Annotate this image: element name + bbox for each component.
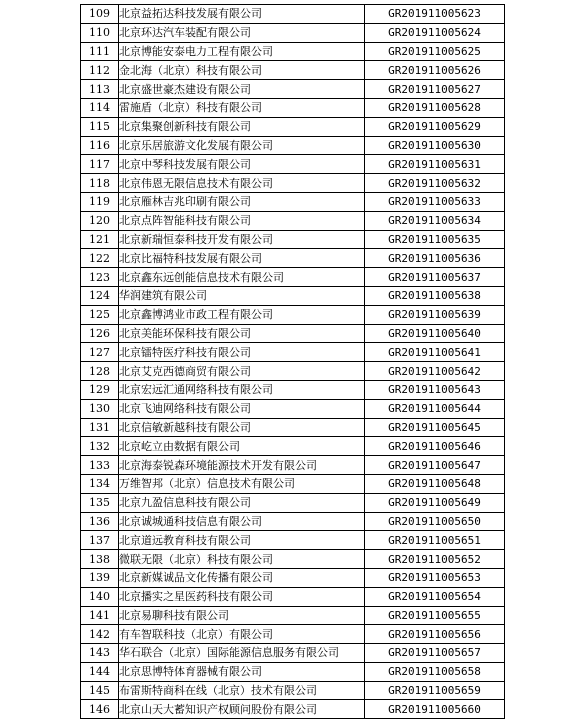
company-name: 北京雁林吉兆印刷有限公司 — [119, 192, 365, 211]
table-row — [81, 625, 505, 644]
certificate-code: GR201911005639 — [365, 305, 505, 324]
table-row — [81, 268, 505, 287]
certificate-code: GR201911005640 — [365, 324, 505, 343]
table-row — [81, 61, 505, 80]
certificate-code: GR201911005648 — [365, 474, 505, 493]
certificate-code: GR201911005623 — [365, 5, 505, 24]
certificate-code: GR201911005649 — [365, 493, 505, 512]
certificate-code: GR201911005653 — [365, 568, 505, 587]
table-row — [81, 550, 505, 569]
table-row — [81, 644, 505, 663]
company-name: 微联无限（北京）科技有限公司 — [119, 550, 365, 569]
row-number: 119 — [81, 192, 119, 211]
table-row — [81, 174, 505, 193]
certificate-code: GR201911005645 — [365, 418, 505, 437]
row-number: 131 — [81, 418, 119, 437]
table-row — [81, 531, 505, 550]
company-name: 北京博能安泰电力工程有限公司 — [119, 42, 365, 61]
row-number: 136 — [81, 512, 119, 531]
company-name: 华润建筑有限公司 — [119, 286, 365, 305]
table-row — [81, 437, 505, 456]
table-row — [81, 474, 505, 493]
certificate-code: GR201911005637 — [365, 268, 505, 287]
row-number: 117 — [81, 155, 119, 174]
certificate-code: GR201911005659 — [365, 681, 505, 700]
certificate-code: GR201911005638 — [365, 286, 505, 305]
row-number: 120 — [81, 211, 119, 230]
table-row — [81, 587, 505, 606]
certificate-code: GR201911005632 — [365, 174, 505, 193]
company-name: 北京艾克西德商贸有限公司 — [119, 362, 365, 381]
row-number: 109 — [81, 5, 119, 24]
company-name: 北京新媒诚品文化传播有限公司 — [119, 568, 365, 587]
certificate-code: GR201911005660 — [365, 700, 505, 719]
table-row — [81, 399, 505, 418]
company-name: 北京鑫博鸿业市政工程有限公司 — [119, 305, 365, 324]
table-row — [81, 305, 505, 324]
company-name: 北京伟恩无限信息技术有限公司 — [119, 174, 365, 193]
row-number: 110 — [81, 23, 119, 42]
company-name: 金北海（北京）科技有限公司 — [119, 61, 365, 80]
table-row — [81, 286, 505, 305]
row-number: 124 — [81, 286, 119, 305]
certificate-code: GR201911005629 — [365, 117, 505, 136]
certificate-code: GR201911005652 — [365, 550, 505, 569]
row-number: 133 — [81, 456, 119, 475]
certificate-code: GR201911005651 — [365, 531, 505, 550]
company-name: 北京镭特医疗科技有限公司 — [119, 343, 365, 362]
certificate-code: GR201911005643 — [365, 380, 505, 399]
table-row — [81, 117, 505, 136]
table-row — [81, 606, 505, 625]
company-name: 北京益拓达科技发展有限公司 — [119, 5, 365, 24]
company-name: 北京盛世豪杰建设有限公司 — [119, 80, 365, 99]
row-number: 130 — [81, 399, 119, 418]
company-name: 北京新瑞恒泰科技开发有限公司 — [119, 230, 365, 249]
table-row — [81, 230, 505, 249]
certificate-code: GR201911005644 — [365, 399, 505, 418]
row-number: 114 — [81, 98, 119, 117]
company-name: 北京山天大蓄知识产权顾问股份有限公司 — [119, 700, 365, 719]
table-row — [81, 249, 505, 268]
row-number: 140 — [81, 587, 119, 606]
table-row — [81, 456, 505, 475]
company-name: 北京道远教育科技有限公司 — [119, 531, 365, 550]
company-name: 北京鑫东远创能信息技术有限公司 — [119, 268, 365, 287]
certificate-code: GR201911005642 — [365, 362, 505, 381]
row-number: 122 — [81, 249, 119, 268]
company-name: 有车智联科技（北京）有限公司 — [119, 625, 365, 644]
row-number: 137 — [81, 531, 119, 550]
company-name: 雷施盾（北京）科技有限公司 — [119, 98, 365, 117]
certificate-code: GR201911005624 — [365, 23, 505, 42]
row-number: 143 — [81, 644, 119, 663]
certificate-code: GR201911005647 — [365, 456, 505, 475]
table-row — [81, 362, 505, 381]
row-number: 145 — [81, 681, 119, 700]
row-number: 112 — [81, 61, 119, 80]
row-number: 141 — [81, 606, 119, 625]
row-number: 125 — [81, 305, 119, 324]
row-number: 146 — [81, 700, 119, 719]
company-name: 北京比福特科技发展有限公司 — [119, 249, 365, 268]
row-number: 128 — [81, 362, 119, 381]
row-number: 115 — [81, 117, 119, 136]
row-number: 138 — [81, 550, 119, 569]
certificate-code: GR201911005628 — [365, 98, 505, 117]
row-number: 129 — [81, 380, 119, 399]
company-name: 北京信敏新越科技有限公司 — [119, 418, 365, 437]
certificate-code: GR201911005630 — [365, 136, 505, 155]
table-row — [81, 80, 505, 99]
company-name: 北京点阵智能科技有限公司 — [119, 211, 365, 230]
table-row — [81, 512, 505, 531]
table-row — [81, 493, 505, 512]
company-name: 北京中琴科技发展有限公司 — [119, 155, 365, 174]
company-name: 北京集聚创新科技有限公司 — [119, 117, 365, 136]
table-row — [81, 98, 505, 117]
certificate-code: GR201911005626 — [365, 61, 505, 80]
company-name: 北京九盈信息科技有限公司 — [119, 493, 365, 512]
certificate-code: GR201911005655 — [365, 606, 505, 625]
certificate-code: GR201911005625 — [365, 42, 505, 61]
company-name: 北京宏远汇通网络科技有限公司 — [119, 380, 365, 399]
certificate-code: GR201911005634 — [365, 211, 505, 230]
table-row — [81, 23, 505, 42]
row-number: 123 — [81, 268, 119, 287]
table-row — [81, 681, 505, 700]
table-row — [81, 42, 505, 61]
company-name: 北京易聊科技有限公司 — [119, 606, 365, 625]
company-name: 北京诚城通科技信息有限公司 — [119, 512, 365, 531]
certificate-code: GR201911005633 — [365, 192, 505, 211]
table-row — [81, 700, 505, 719]
table-row — [81, 380, 505, 399]
certificate-code: GR201911005635 — [365, 230, 505, 249]
certificate-table — [80, 4, 505, 719]
company-name: 北京屹立由数据有限公司 — [119, 437, 365, 456]
company-name: 北京思博特体育器械有限公司 — [119, 662, 365, 681]
certificate-code: GR201911005627 — [365, 80, 505, 99]
row-number: 139 — [81, 568, 119, 587]
certificate-code: GR201911005657 — [365, 644, 505, 663]
company-name: 北京海泰锐森环境能源技术开发有限公司 — [119, 456, 365, 475]
row-number: 126 — [81, 324, 119, 343]
table-row — [81, 662, 505, 681]
table-row — [81, 136, 505, 155]
company-name: 华石联合（北京）国际能源信息服务有限公司 — [119, 644, 365, 663]
row-number: 121 — [81, 230, 119, 249]
row-number: 132 — [81, 437, 119, 456]
certificate-code: GR201911005641 — [365, 343, 505, 362]
company-name: 布雷斯特商科在线（北京）技术有限公司 — [119, 681, 365, 700]
table-row — [81, 324, 505, 343]
company-name: 北京乐居旅游文化发展有限公司 — [119, 136, 365, 155]
table-row — [81, 192, 505, 211]
row-number: 116 — [81, 136, 119, 155]
table-row — [81, 5, 505, 24]
company-name: 北京播实之星医药科技有限公司 — [119, 587, 365, 606]
company-name: 北京环达汽车装配有限公司 — [119, 23, 365, 42]
row-number: 144 — [81, 662, 119, 681]
certificate-code: GR201911005646 — [365, 437, 505, 456]
table-body — [81, 5, 505, 719]
row-number: 127 — [81, 343, 119, 362]
table-row — [81, 211, 505, 230]
certificate-code: GR201911005650 — [365, 512, 505, 531]
row-number: 135 — [81, 493, 119, 512]
certificate-code: GR201911005658 — [365, 662, 505, 681]
row-number: 118 — [81, 174, 119, 193]
row-number: 134 — [81, 474, 119, 493]
row-number: 113 — [81, 80, 119, 99]
company-name: 北京美能环保科技有限公司 — [119, 324, 365, 343]
certificate-code: GR201911005656 — [365, 625, 505, 644]
table-row — [81, 155, 505, 174]
table-row — [81, 568, 505, 587]
row-number: 111 — [81, 42, 119, 61]
certificate-code: GR201911005636 — [365, 249, 505, 268]
certificate-code: GR201911005631 — [365, 155, 505, 174]
certificate-code: GR201911005654 — [365, 587, 505, 606]
table-row — [81, 418, 505, 437]
company-name: 北京飞迪网络科技有限公司 — [119, 399, 365, 418]
row-number: 142 — [81, 625, 119, 644]
company-name: 万维智邦（北京）信息技术有限公司 — [119, 474, 365, 493]
table-row — [81, 343, 505, 362]
